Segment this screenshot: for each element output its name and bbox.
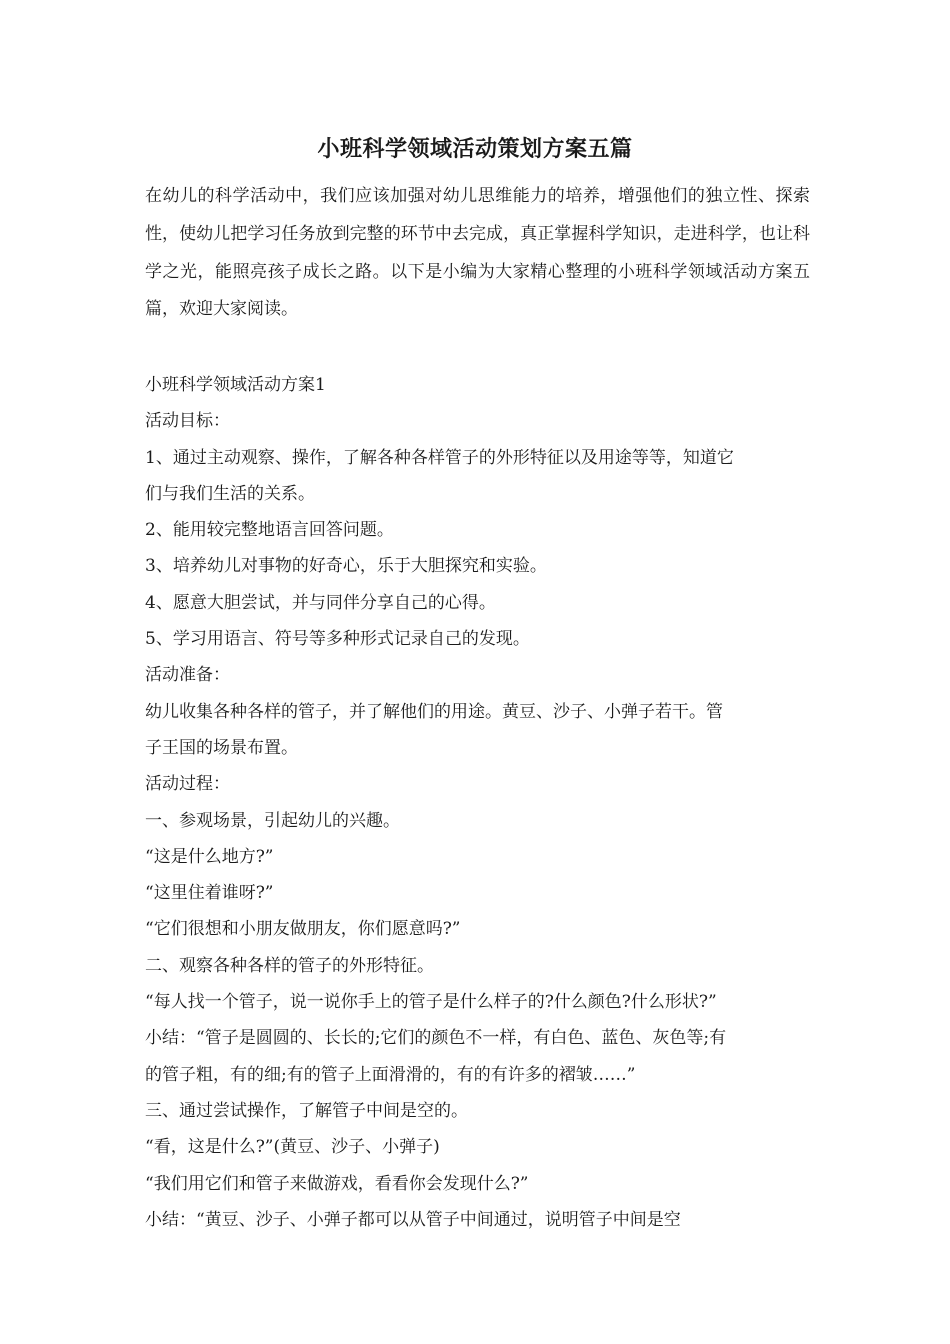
text-line: 子王国的场景布置。 [145,737,298,758]
subheading-preparation: 活动准备： [145,665,230,686]
text-line: 5、学习用语言、符号等多种形式记录自己的发现。 [145,629,530,650]
text-line: 的管子粗，有的细;有的管子上面滑滑的，有的有许多的褶皱……” [145,1064,636,1085]
text-line: 二、观察各种各样的管子的外形特征。 [145,955,434,976]
text-line: “我们用它们和管子来做游戏，看看你会发现什么?” [145,1173,529,1194]
section-heading: 小班科学领域活动方案1 [145,375,326,395]
subheading-goals: 活动目标： [145,411,230,432]
intro-paragraph: 在幼儿的科学活动中，我们应该加强对幼儿思维能力的培养，增强他们的独立性、探索性，使幼儿把学习任务放到完整的环节中去完成，真正掌握科学知识，走进科学，也让科学之光，能照亮孩子成长之路。以下是小编为大家精心整理的小班科学领域活动方案五篇，欢迎大家阅读。 [145,186,810,320]
document-title: 小班科学领域活动策划方案五篇 [317,136,633,162]
text-line: 们与我们生活的关系。 [145,483,315,504]
text-line: 2、能用较完整地语言回答问题。 [145,520,394,541]
text-line: “这里住着谁呀?” [145,883,274,904]
text-line: 幼儿收集各种各样的管子，并了解他们的用途。黄豆、沙子、小弹子若干。管 [145,701,723,722]
text-line: 三、通过尝试操作，了解管子中间是空的。 [145,1100,468,1121]
text-line: 小结：“黄豆、沙子、小弹子都可以从管子中间通过，说明管子中间是空 [145,1209,681,1230]
text-line: “每人找一个管子，说一说你手上的管子是什么样子的?什么颜色?什么形状?” [145,992,717,1013]
text-line: 一、参观场景，引起幼儿的兴趣。 [145,810,400,831]
text-line: “这是什么地方?” [145,846,274,867]
subheading-process: 活动过程： [145,774,230,795]
text-line: 4、愿意大胆尝试，并与同伴分享自己的心得。 [145,592,496,613]
text-line: “它们很想和小朋友做朋友，你们愿意吗?” [145,919,461,940]
text-line: “看，这是什么?”(黄豆、沙子、小弹子) [145,1137,440,1158]
text-line: 小结：“管子是圆圆的、长长的;它们的颜色不一样，有白色、蓝色、灰色等;有 [145,1028,727,1049]
document-body [145,367,810,1238]
text-line: 1、通过主动观察、操作，了解各种各样管子的外形特征以及用途等等，知道它 [145,447,734,468]
text-line: 3、培养幼儿对事物的好奇心，乐于大胆探究和实验。 [145,556,547,577]
